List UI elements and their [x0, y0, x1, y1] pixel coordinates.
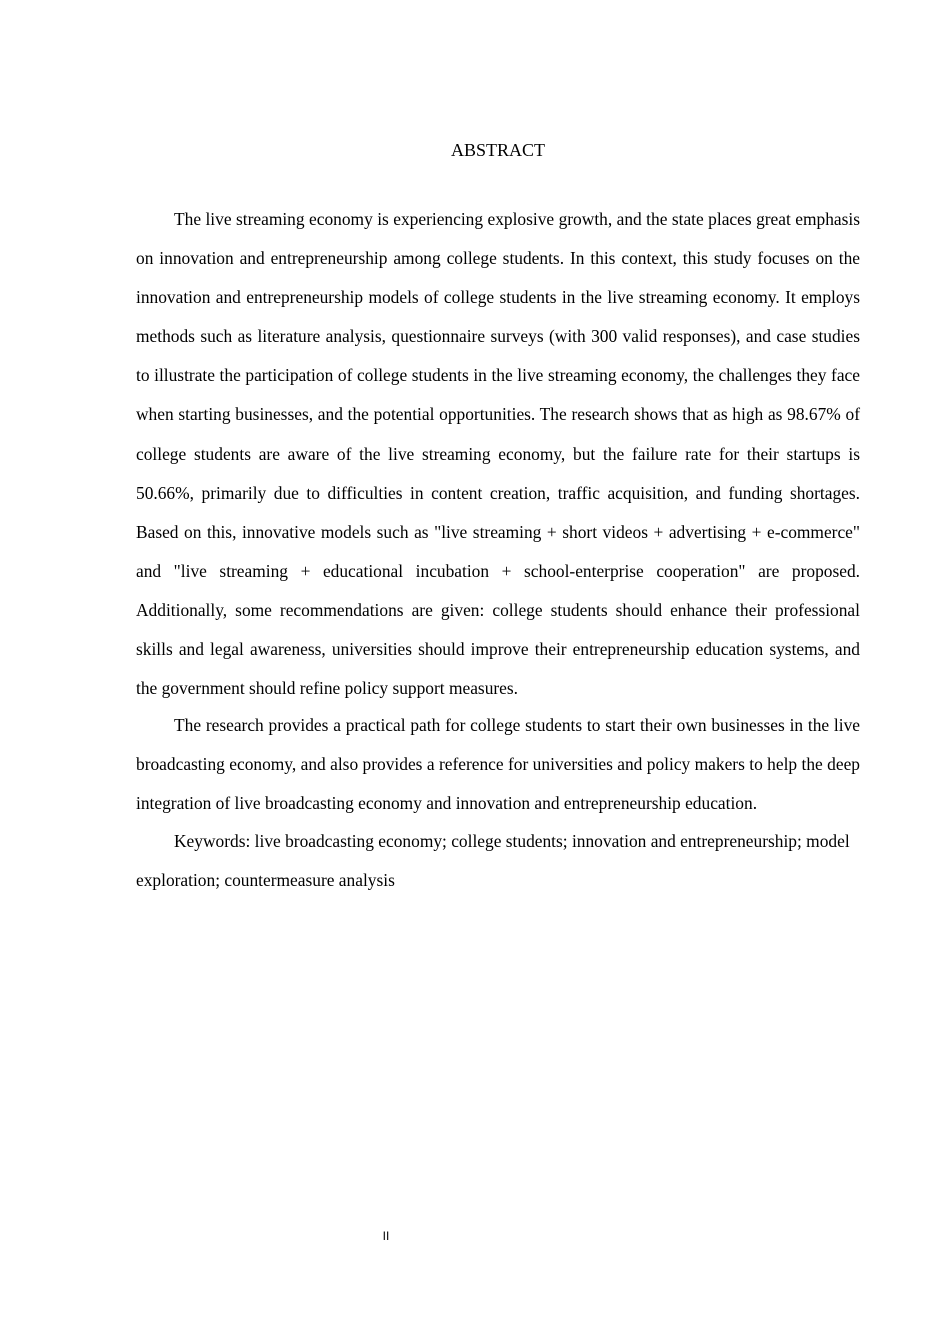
abstract-paragraph-1: The live streaming economy is experiencing explosive growth, and the state places great emphasis on innovation and entrepreneurship among college students. In this context, this study focuses on the innovation and entrepreneurship models of college students in the live streaming economy. It employs methods such as literature analysis, questionnaire surveys (with 300 valid responses), and case studies to illustrate the participation of college students in the live streaming economy, the challenges they face when starting businesses, and the potential opportunities. The research shows that as high as 98.67% of college students are aware of the live streaming economy, but the failure rate for their startups is 50.66%, primarily due to difficulties in content creation, traffic acquisition, and funding shortages. Based on this, innovative models such as "live streaming + short videos + advertising + e-commerce" and "live streaming + educational incubation + school-enterprise cooperation" are proposed. Additionally, some recommendations are given: college students should enhance their professional skills and legal awareness, universities should improve their entrepreneurship education systems, and the government should refine policy support measures.	[136, 209, 860, 699]
keywords-line: Keywords: live broadcasting economy; college students; innovation and entrepreneurship; model exploration; countermeasure analysis	[136, 830, 850, 890]
abstract-title: ABSTRACT	[450, 140, 546, 160]
abstract-body	[136, 200, 860, 900]
page-number: II	[382, 1229, 390, 1243]
abstract-paragraph-2: The research provides a practical path for college students to start their own businesses in the live broadcasting economy, and also provides a reference for universities and policy makers to help the deep integration of live broadcasting economy and innovation and entrepreneurship education.	[136, 715, 860, 814]
